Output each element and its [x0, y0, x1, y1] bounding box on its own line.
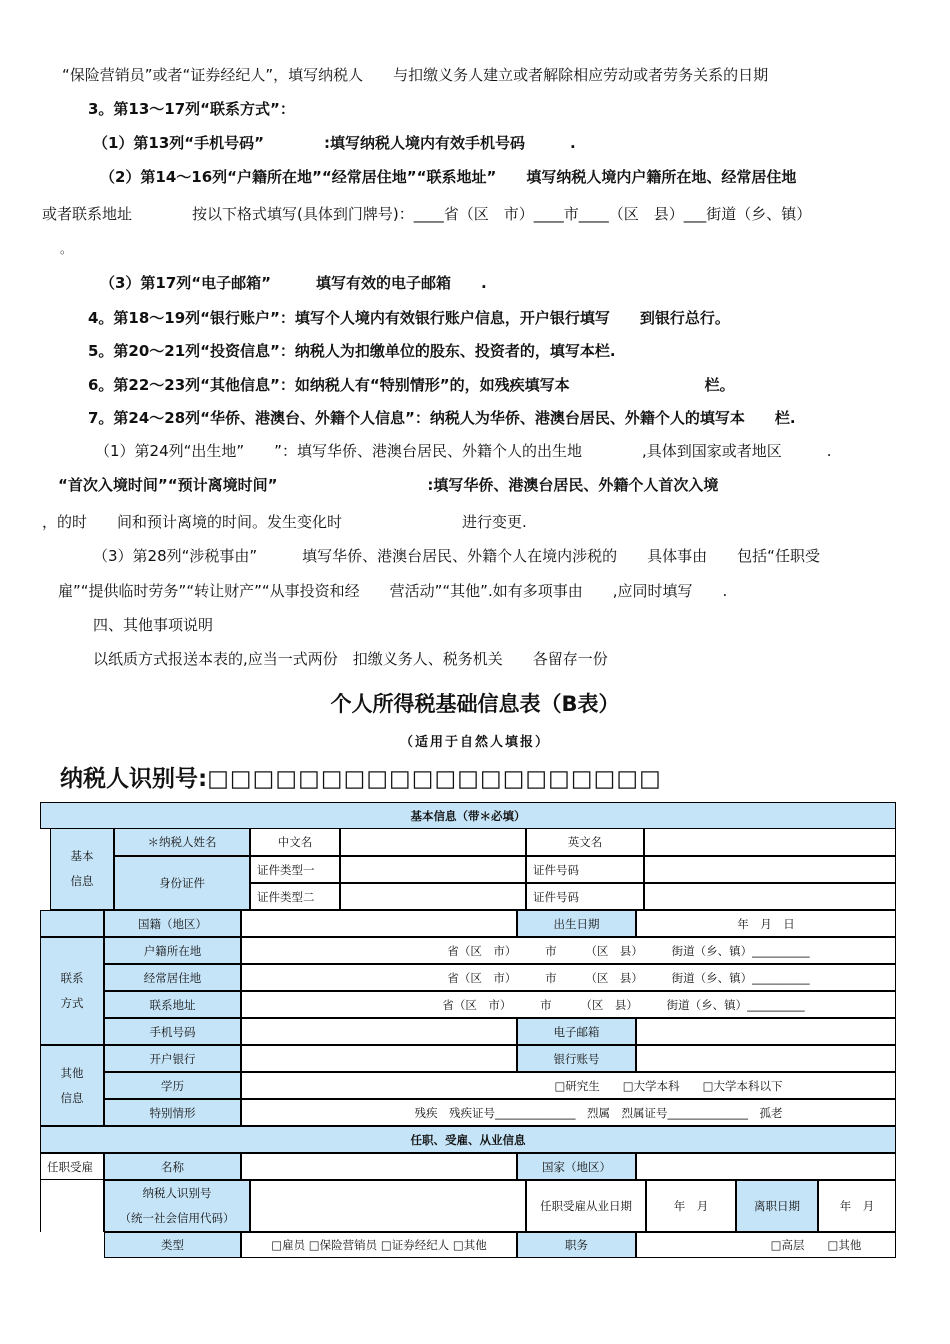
employment-spacer	[40, 1180, 104, 1232]
account-input[interactable]	[636, 1045, 896, 1072]
nationality-spacer	[40, 910, 104, 937]
other-group-label: 其他信息	[40, 1045, 104, 1126]
instruction-line: （3）第17列“电子邮箱” 填写有效的电子邮箱 .	[100, 274, 487, 292]
en-name-label: 英文名	[526, 828, 644, 856]
taxpayer-name-label: ＊纳税人姓名	[114, 828, 250, 856]
bank-input[interactable]	[241, 1045, 517, 1072]
position-label: 职务	[517, 1232, 636, 1258]
leave-date-label: 离职日期	[736, 1180, 818, 1232]
account-label: 银行账号	[517, 1045, 636, 1072]
address-input[interactable]: 省（区 市） 市 （区 县） 街道（乡、镇）__________	[241, 991, 896, 1018]
section-header-basic: 基本信息（带＊必填）	[40, 802, 896, 829]
id-num2-label: 证件号码	[526, 883, 644, 910]
education-label: 学历	[104, 1072, 241, 1099]
instruction-line: （2）第14～16列“户籍所在地”“经常居住地”“联系地址” 填写纳税人境内户籍所在地、经常居住地	[100, 168, 797, 186]
form-subtitle: （适用于自然人填报）	[399, 735, 550, 750]
employment-group-label: 任职受雇	[40, 1153, 104, 1180]
id-type1-input[interactable]	[340, 856, 526, 883]
instruction-line: 以纸质方式报送本表的,应当一式两份 扣缴义务人、税务机关 各留存一份	[93, 650, 608, 668]
basic-info-group-label: 基本信息	[50, 828, 114, 910]
employer-tin-label	[104, 1180, 250, 1232]
cn-name-label: 中文名	[250, 828, 340, 856]
instruction-line: ，的时 间和预计离境的时间。发生变化时 进行变更.	[42, 513, 527, 531]
id-doc-label: 身份证件	[114, 856, 250, 910]
position-options[interactable]: □高层 □其他	[636, 1232, 896, 1258]
instruction-line: （3）第28列“涉税事由” 填写华侨、港澳台居民、外籍个人在境内涉税的 具体事由 包括“任职受	[93, 547, 820, 565]
special-label: 特别情形	[104, 1099, 241, 1126]
section-heading: 四、其他事项说明	[93, 616, 214, 634]
id-num1-label: 证件号码	[526, 856, 644, 883]
employer-tin-label-text: 纳税人识别号	[142, 1186, 212, 1200]
id-type2-label: 证件类型二	[250, 883, 340, 910]
email-input[interactable]	[636, 1018, 896, 1045]
id-type2-input[interactable]	[340, 883, 526, 910]
employer-name-label: 名称	[104, 1153, 241, 1180]
instruction-line: （1）第24列“出生地” ”：填写华侨、港澳台居民、外籍个人的出生地 ,具体到国家或者地区 .	[95, 442, 832, 460]
employer-country-label: 国家（地区）	[517, 1153, 636, 1180]
start-date-label: 任职受雇从业日期	[526, 1180, 646, 1232]
instruction-line: 。	[60, 242, 73, 256]
email-label: 电子邮箱	[517, 1018, 636, 1045]
employer-tin-label-sub: （统一社会信用代码）	[119, 1211, 235, 1225]
nationality-label: 国籍（地区）	[104, 910, 241, 937]
instruction-line: 6。第22～23列“其他信息”：如纳税人有“特别情形”的，如残疾填写本 栏。	[88, 376, 735, 394]
address-label: 联系地址	[104, 991, 241, 1018]
taxpayer-id-label: 纳税人识别号:	[60, 766, 208, 792]
employer-tin-input[interactable]	[250, 1180, 526, 1232]
hukou-input[interactable]: 省（区 市） 市 （区 县） 街道（乡、镇）__________	[241, 937, 896, 964]
instruction-line: 7。第24～28列“华侨、港澳台、外籍个人信息”：纳税人为华侨、港澳台居民、外籍个人的填写本 栏.	[88, 409, 796, 427]
start-date-input[interactable]: 年 月	[646, 1180, 736, 1232]
contact-group-label: 联系方式	[40, 937, 104, 1045]
residence-input[interactable]: 省（区 市） 市 （区 县） 街道（乡、镇）__________	[241, 964, 896, 991]
employment-type-options[interactable]: □雇员 □保险营销员 □证券经纪人 □其他	[241, 1232, 517, 1258]
birthdate-label: 出生日期	[517, 910, 636, 937]
instruction-line: 雇”“提供临时劳务”“转让财产”“从事投资和经 营活动”“其他”.如有多项事由 ,应同时填写 .	[58, 582, 728, 600]
phone-label: 手机号码	[104, 1018, 241, 1045]
id-num2-input[interactable]	[644, 883, 896, 910]
taxpayer-id-row	[60, 760, 662, 793]
section-header-employment: 任职、受雇、从业信息	[40, 1126, 896, 1153]
instruction-line: 或者联系地址 按以下格式填写(具体到门牌号)：____省（区 市）____市____（区 县）___街道（乡、镇）	[42, 205, 812, 223]
phone-input[interactable]	[241, 1018, 517, 1045]
taxpayer-id-boxes[interactable]: □□□□□□□□□□□□□□□□□□□□	[207, 766, 662, 792]
bank-label: 开户银行	[104, 1045, 241, 1072]
instruction-line: （1）第13列“手机号码” :填写纳税人境内有效手机号码 .	[93, 134, 576, 152]
hukou-label: 户籍所在地	[104, 937, 241, 964]
education-options[interactable]: □研究生 □大学本科 □大学本科以下	[241, 1072, 896, 1099]
employment-type-label: 类型	[104, 1232, 241, 1258]
en-name-input[interactable]	[644, 828, 896, 856]
instruction-line: 4。第18～19列“银行账户”：填写个人境内有效银行账户信息，开户银行填写 到银行总行。	[88, 309, 730, 327]
residence-label: 经常居住地	[104, 964, 241, 991]
instruction-line: “保险营销员”或者“证券经纪人”，填写纳税人 与扣缴义务人建立或者解除相应劳动或者劳务关系的日期	[62, 66, 769, 84]
nationality-input[interactable]	[241, 910, 517, 937]
id-type1-label: 证件类型一	[250, 856, 340, 883]
employer-name-input[interactable]	[241, 1153, 517, 1180]
leave-date-input[interactable]: 年 月	[818, 1180, 896, 1232]
id-num1-input[interactable]	[644, 856, 896, 883]
cn-name-input[interactable]	[340, 828, 526, 856]
instruction-line: 3。第13～17列“联系方式”：	[88, 100, 295, 118]
employer-country-input[interactable]	[636, 1153, 896, 1180]
instruction-line: 5。第20～21列“投资信息”：纳税人为扣缴单位的股东、投资者的，填写本栏.	[88, 342, 616, 360]
instruction-line: “首次入境时间”“预计离境时间” :填写华侨、港澳台居民、外籍个人首次入境	[58, 476, 719, 494]
birthdate-input[interactable]: 年 月 日	[636, 910, 896, 937]
special-options[interactable]: 残疾 残疾证号______________ 烈属 烈属证号______________ 孤老	[241, 1099, 896, 1126]
form-title: 个人所得税基础信息表（B表）	[330, 692, 620, 716]
